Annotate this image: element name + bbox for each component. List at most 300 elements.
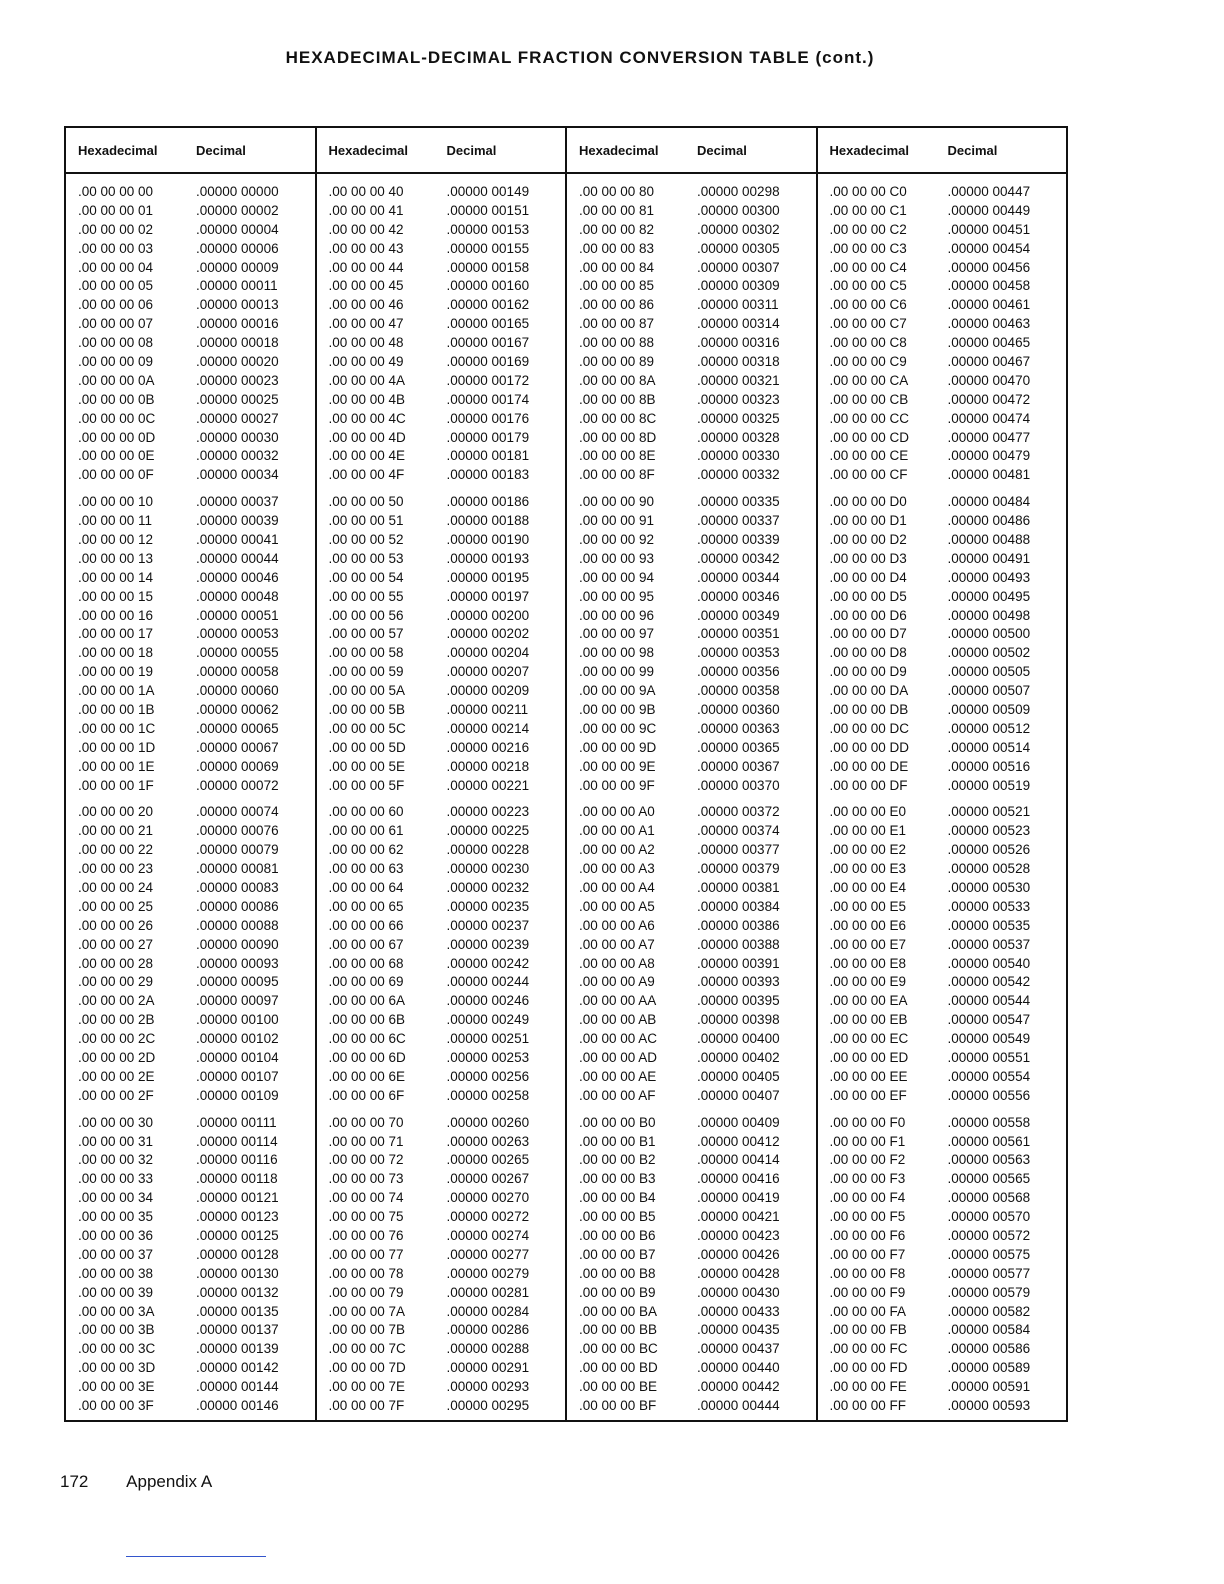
table-row <box>567 776 816 795</box>
hex-value: .00 00 00 5B <box>328 701 406 717</box>
decimal-value: .00000 00009 <box>196 259 279 275</box>
decimal-value: .00000 00006 <box>196 240 279 256</box>
decimal-value: .00000 00591 <box>947 1379 1031 1395</box>
table-row <box>818 568 1067 587</box>
decimal-value: .00000 00225 <box>446 823 530 839</box>
table-row <box>567 446 816 465</box>
hex-value: .00 00 00 E3 <box>829 861 907 877</box>
table-row <box>567 465 816 484</box>
decimal-value: .00000 00500 <box>947 626 1031 642</box>
decimal-value: .00000 00330 <box>697 448 780 464</box>
decimal-value: .00000 00412 <box>697 1133 780 1149</box>
hex-value: .00 00 00 EC <box>829 1031 909 1047</box>
hex-value: .00 00 00 B8 <box>579 1265 656 1281</box>
decimal-value: .00000 00291 <box>446 1360 530 1376</box>
footer-label: Appendix A <box>126 1472 213 1491</box>
hex-value: .00 00 00 80 <box>579 183 655 199</box>
decimal-value: .00000 00384 <box>697 898 780 914</box>
decimal-value: .00000 00577 <box>947 1265 1031 1281</box>
hex-value: .00 00 00 D5 <box>829 588 907 604</box>
hex-value: .00 00 00 7B <box>328 1322 406 1338</box>
table-row <box>818 1245 1067 1264</box>
decimal-value: .00000 00593 <box>947 1398 1031 1414</box>
decimal-value: .00000 00358 <box>697 683 780 699</box>
hex-value: .00 00 00 BD <box>579 1360 658 1376</box>
table-row <box>66 1132 315 1151</box>
decimal-value: .00000 00097 <box>196 993 279 1009</box>
decimal-value: .00000 00281 <box>446 1284 530 1300</box>
table-row <box>66 935 315 954</box>
decimal-value: .00000 00507 <box>947 683 1031 699</box>
decimal-value: .00000 00202 <box>446 626 530 642</box>
decimal-value: .00000 00146 <box>196 1398 279 1414</box>
decimal-value: .00000 00265 <box>446 1152 530 1168</box>
hex-value: .00 00 00 3E <box>78 1379 155 1395</box>
table-row <box>66 549 315 568</box>
decimal-value: .00000 00288 <box>446 1341 530 1357</box>
decimal-value: .00000 00484 <box>947 494 1031 510</box>
table-row <box>567 258 816 277</box>
decimal-value: .00000 00083 <box>196 880 279 895</box>
table-row <box>818 465 1067 484</box>
hex-value: .00 00 00 1A <box>78 683 155 699</box>
table-row <box>317 1048 566 1067</box>
hex-value: .00 00 00 D9 <box>829 664 907 680</box>
decimal-value: .00000 00174 <box>446 391 530 407</box>
hex-value: .00 00 00 2D <box>78 1050 156 1066</box>
table-row <box>818 1358 1067 1377</box>
decimal-value: .00000 00535 <box>947 917 1031 933</box>
column-header <box>66 128 315 174</box>
hex-value: .00 00 00 7F <box>328 1398 405 1414</box>
table-row <box>317 859 566 878</box>
decimal-value: .00000 00090 <box>196 936 279 952</box>
decimal-value: .00000 00144 <box>196 1379 279 1395</box>
decimal-value: .00000 00458 <box>947 278 1031 294</box>
decimal-value: .00000 00442 <box>697 1379 780 1395</box>
decimal-value: .00000 00398 <box>697 1012 780 1028</box>
hex-value: .00 00 00 8B <box>579 391 656 407</box>
decimal-value: .00000 00584 <box>947 1322 1031 1338</box>
table-row <box>66 1377 315 1396</box>
decimal-value: .00000 00302 <box>697 221 780 237</box>
decimal-value: .00000 00186 <box>446 494 530 510</box>
hex-value: .00 00 00 64 <box>328 880 404 895</box>
table-row <box>818 1067 1067 1086</box>
decimal-value: .00000 00470 <box>947 372 1031 388</box>
table-row <box>66 587 315 606</box>
decimal-value: .00000 00440 <box>697 1360 780 1376</box>
decimal-value: .00000 00160 <box>446 278 530 294</box>
decimal-value: .00000 00521 <box>947 804 1031 820</box>
table-row <box>66 258 315 277</box>
table-row <box>317 1358 566 1377</box>
hex-value: .00 00 00 76 <box>328 1228 404 1244</box>
decimal-value: .00000 00076 <box>196 823 279 839</box>
table-row <box>317 1086 566 1105</box>
decimal-value: .00000 00246 <box>446 993 530 1009</box>
decimal-value: .00000 00444 <box>697 1398 780 1414</box>
decimal-value: .00000 00016 <box>196 316 279 332</box>
hex-value: .00 00 00 11 <box>78 513 153 529</box>
header-decimal: Decimal <box>697 142 747 158</box>
table-row <box>818 1010 1067 1029</box>
row-group <box>317 1113 566 1415</box>
table-row <box>317 1188 566 1207</box>
decimal-value: .00000 00256 <box>446 1068 530 1084</box>
table-row <box>317 1113 566 1132</box>
hex-value: .00 00 00 51 <box>328 513 404 529</box>
hex-value: .00 00 00 6F <box>328 1087 405 1103</box>
table-row <box>567 991 816 1010</box>
row-group <box>317 182 566 484</box>
decimal-value: .00000 00300 <box>697 202 780 218</box>
decimal-value: .00000 00451 <box>947 221 1031 237</box>
hex-value: .00 00 00 7C <box>328 1341 406 1357</box>
decimal-value: .00000 00162 <box>446 297 530 313</box>
decimal-value: .00000 00149 <box>446 183 530 199</box>
hex-value: .00 00 00 E0 <box>829 804 907 820</box>
table-row <box>66 662 315 681</box>
table-row <box>317 643 566 662</box>
decimal-value: .00000 00284 <box>446 1303 530 1319</box>
table-row <box>66 878 315 897</box>
table-row <box>567 643 816 662</box>
decimal-value: .00000 00125 <box>196 1228 279 1244</box>
table-row <box>66 1339 315 1358</box>
table-row <box>66 897 315 916</box>
hex-value: .00 00 00 84 <box>579 259 655 275</box>
decimal-value: .00000 00461 <box>947 297 1031 313</box>
decimal-value: .00000 00547 <box>947 1012 1031 1028</box>
hex-value: .00 00 00 41 <box>328 202 404 218</box>
hex-value: .00 00 00 6E <box>328 1068 406 1084</box>
hex-value: .00 00 00 34 <box>78 1190 154 1206</box>
table-row <box>818 1264 1067 1283</box>
table-row <box>818 492 1067 511</box>
decimal-value: .00000 00060 <box>196 683 279 699</box>
table-row <box>66 371 315 390</box>
decimal-value: .00000 00502 <box>947 645 1031 661</box>
decimal-value: .00000 00046 <box>196 569 279 585</box>
table-row <box>818 239 1067 258</box>
decimal-value: .00000 00235 <box>446 898 530 914</box>
decimal-value: .00000 00465 <box>947 335 1031 351</box>
table-row <box>818 587 1067 606</box>
hex-value: .00 00 00 0D <box>78 429 156 445</box>
table-row <box>317 1029 566 1048</box>
hex-value: .00 00 00 47 <box>328 316 404 332</box>
hex-value: .00 00 00 24 <box>78 880 154 895</box>
hex-value: .00 00 00 C0 <box>829 183 907 199</box>
decimal-value: .00000 00528 <box>947 861 1031 877</box>
table-row <box>567 239 816 258</box>
table-row <box>317 465 566 484</box>
table-row <box>66 719 315 738</box>
table-row <box>317 973 566 992</box>
table-row <box>818 446 1067 465</box>
table-row <box>317 1010 566 1029</box>
table-row <box>818 201 1067 220</box>
table-row <box>317 239 566 258</box>
hex-value: .00 00 00 9C <box>579 720 657 736</box>
table-row <box>317 878 566 897</box>
decimal-value: .00000 00279 <box>446 1265 530 1281</box>
hex-value: .00 00 00 4C <box>328 410 406 426</box>
hex-value: .00 00 00 19 <box>78 664 154 680</box>
table-row <box>818 935 1067 954</box>
hex-value: .00 00 00 F6 <box>829 1228 906 1244</box>
hex-value: .00 00 00 03 <box>78 240 154 256</box>
decimal-value: .00000 00509 <box>947 701 1031 717</box>
decimal-value: .00000 00558 <box>947 1114 1031 1130</box>
hex-value: .00 00 00 C5 <box>829 278 907 294</box>
hex-value: .00 00 00 D4 <box>829 569 907 585</box>
header-hexadecimal: Hexadecimal <box>328 142 408 158</box>
table-row <box>818 643 1067 662</box>
decimal-value: .00000 00181 <box>446 448 530 464</box>
decimal-value: .00000 00582 <box>947 1303 1031 1319</box>
hex-value: .00 00 00 91 <box>579 513 655 529</box>
hex-value: .00 00 00 DC <box>829 720 910 736</box>
hex-value: .00 00 00 DA <box>829 683 909 699</box>
table-row <box>567 859 816 878</box>
hex-value: .00 00 00 DB <box>829 701 909 717</box>
hex-value: .00 00 00 F3 <box>829 1171 906 1187</box>
hex-value: .00 00 00 36 <box>78 1228 154 1244</box>
table-row <box>66 446 315 465</box>
decimal-value: .00000 00363 <box>697 720 780 736</box>
table-row <box>567 276 816 295</box>
decimal-value: .00000 00537 <box>947 936 1031 952</box>
decimal-value: .00000 00065 <box>196 720 279 736</box>
decimal-value: .00000 00433 <box>697 1303 780 1319</box>
decimal-value: .00000 00512 <box>947 720 1031 736</box>
hex-value: .00 00 00 8C <box>579 410 657 426</box>
table-row <box>818 624 1067 643</box>
table-row <box>818 606 1067 625</box>
decimal-value: .00000 00167 <box>446 335 530 351</box>
table-row <box>317 1321 566 1340</box>
decimal-value: .00000 00374 <box>697 823 780 839</box>
hex-value: .00 00 00 B1 <box>579 1133 656 1149</box>
table-row <box>317 182 566 201</box>
hex-value: .00 00 00 B4 <box>579 1190 656 1206</box>
decimal-value: .00000 00272 <box>446 1209 530 1225</box>
decimal-value: .00000 00218 <box>446 758 530 774</box>
table-row <box>567 1151 816 1170</box>
decimal-value: .00000 00391 <box>697 955 780 971</box>
hex-value: .00 00 00 60 <box>328 804 404 820</box>
hex-value: .00 00 00 E4 <box>829 880 907 895</box>
decimal-value: .00000 00109 <box>196 1087 279 1103</box>
decimal-value: .00000 00151 <box>446 202 530 218</box>
hex-value: .00 00 00 C4 <box>829 259 907 275</box>
table-row <box>818 1151 1067 1170</box>
hex-value: .00 00 00 C3 <box>829 240 907 256</box>
table-row <box>317 201 566 220</box>
hex-value: .00 00 00 AF <box>579 1087 656 1103</box>
row-group <box>66 1113 315 1415</box>
decimal-value: .00000 00242 <box>446 955 530 971</box>
decimal-value: .00000 00270 <box>446 1190 530 1206</box>
hex-value: .00 00 00 9E <box>579 758 656 774</box>
table-row <box>567 1169 816 1188</box>
table-row <box>818 1396 1067 1415</box>
hex-value: .00 00 00 6B <box>328 1012 406 1028</box>
decimal-value: .00000 00158 <box>446 259 530 275</box>
hex-value: .00 00 00 59 <box>328 664 404 680</box>
hex-value: .00 00 00 1C <box>78 720 156 736</box>
table-row <box>66 568 315 587</box>
divider <box>126 1556 266 1557</box>
decimal-value: .00000 00093 <box>196 955 279 971</box>
hex-value: .00 00 00 82 <box>579 221 655 237</box>
table-row <box>818 954 1067 973</box>
hex-value: .00 00 00 F0 <box>829 1114 906 1130</box>
hex-value: .00 00 00 69 <box>328 974 404 990</box>
hex-value: .00 00 00 B0 <box>579 1114 656 1130</box>
decimal-value: .00000 00088 <box>196 917 279 933</box>
hex-value: .00 00 00 4F <box>328 467 405 483</box>
decimal-value: .00000 00372 <box>697 804 780 820</box>
table-row <box>317 1339 566 1358</box>
row-group <box>66 803 315 1105</box>
table-row <box>567 549 816 568</box>
decimal-value: .00000 00479 <box>947 448 1031 464</box>
hex-value: .00 00 00 F2 <box>829 1152 906 1168</box>
table-row <box>66 757 315 776</box>
decimal-value: .00000 00155 <box>446 240 530 256</box>
hex-value: .00 00 00 09 <box>78 353 154 369</box>
row-group <box>66 182 315 484</box>
table-row <box>66 511 315 530</box>
hex-value: .00 00 00 0C <box>78 410 156 426</box>
hex-value: .00 00 00 CC <box>829 410 910 426</box>
hex-value: .00 00 00 C6 <box>829 297 907 313</box>
table-row <box>818 700 1067 719</box>
table-row <box>567 492 816 511</box>
table-row <box>66 492 315 511</box>
hex-value: .00 00 00 70 <box>328 1114 404 1130</box>
hex-value: .00 00 00 B2 <box>579 1152 656 1168</box>
hex-value: .00 00 00 9A <box>579 683 656 699</box>
hex-value: .00 00 00 52 <box>328 531 404 547</box>
decimal-value: .00000 00540 <box>947 955 1031 971</box>
hex-value: .00 00 00 15 <box>78 588 154 604</box>
decimal-value: .00000 00402 <box>697 1050 780 1066</box>
hex-value: .00 00 00 C7 <box>829 316 907 332</box>
table-row <box>66 606 315 625</box>
decimal-value: .00000 00456 <box>947 259 1031 275</box>
table-row <box>818 1113 1067 1132</box>
table-row <box>317 258 566 277</box>
decimal-value: .00000 00526 <box>947 842 1031 858</box>
hex-value: .00 00 00 8E <box>579 448 656 464</box>
decimal-value: .00000 00179 <box>446 429 530 445</box>
table-row <box>317 428 566 447</box>
decimal-value: .00000 00027 <box>196 410 279 426</box>
table-row <box>567 719 816 738</box>
hex-value: .00 00 00 D8 <box>829 645 907 661</box>
table-row <box>317 1264 566 1283</box>
hex-value: .00 00 00 40 <box>328 183 404 199</box>
hex-value: .00 00 00 99 <box>579 664 655 680</box>
table-row <box>66 1358 315 1377</box>
table-row <box>66 859 315 878</box>
hex-value: .00 00 00 93 <box>579 550 655 566</box>
hex-value: .00 00 00 23 <box>78 861 154 877</box>
hex-value: .00 00 00 E8 <box>829 955 907 971</box>
table-row <box>317 719 566 738</box>
table-row <box>567 1010 816 1029</box>
hex-value: .00 00 00 87 <box>579 316 655 332</box>
hex-value: .00 00 00 AA <box>579 993 657 1009</box>
table-row <box>66 1283 315 1302</box>
hex-value: .00 00 00 7D <box>328 1360 406 1376</box>
decimal-value: .00000 00013 <box>196 297 279 313</box>
hex-value: .00 00 00 E5 <box>829 898 907 914</box>
decimal-value: .00000 00239 <box>446 936 530 952</box>
table-row <box>317 803 566 822</box>
hex-value: .00 00 00 95 <box>579 588 655 604</box>
decimal-value: .00000 00570 <box>947 1209 1031 1225</box>
header-decimal: Decimal <box>947 142 998 158</box>
hex-value: .00 00 00 C2 <box>829 221 907 237</box>
decimal-value: .00000 00370 <box>697 777 780 793</box>
hex-value: .00 00 00 D3 <box>829 550 907 566</box>
decimal-value: .00000 00377 <box>697 842 780 858</box>
table-row <box>66 624 315 643</box>
decimal-value: .00000 00519 <box>947 777 1031 793</box>
decimal-value: .00000 00414 <box>697 1152 780 1168</box>
table-row <box>818 428 1067 447</box>
table-row <box>317 220 566 239</box>
hex-value: .00 00 00 75 <box>328 1209 404 1225</box>
table-row <box>66 1169 315 1188</box>
decimal-value: .00000 00356 <box>697 664 780 680</box>
hex-value: .00 00 00 CD <box>829 429 910 445</box>
hex-value: .00 00 00 85 <box>579 278 655 294</box>
decimal-value: .00000 00367 <box>697 758 780 774</box>
decimal-value: .00000 00523 <box>947 823 1031 839</box>
table-row <box>66 700 315 719</box>
decimal-value: .00000 00318 <box>697 353 780 369</box>
decimal-value: .00000 00176 <box>446 410 530 426</box>
hex-value: .00 00 00 0E <box>78 448 155 464</box>
decimal-value: .00000 00575 <box>947 1246 1031 1262</box>
hex-value: .00 00 00 96 <box>579 607 655 623</box>
hex-value: .00 00 00 50 <box>328 494 404 510</box>
table-row <box>818 757 1067 776</box>
table-row <box>567 1048 816 1067</box>
table-row <box>317 1226 566 1245</box>
hex-value: .00 00 00 2E <box>78 1068 155 1084</box>
hex-value: .00 00 00 FD <box>829 1360 908 1376</box>
hex-value: .00 00 00 A7 <box>579 936 655 952</box>
hex-value: .00 00 00 71 <box>328 1133 404 1149</box>
hex-value: .00 00 00 A4 <box>579 880 655 895</box>
row-group <box>818 803 1067 1105</box>
decimal-value: .00000 00409 <box>697 1114 780 1130</box>
hex-value: .00 00 00 06 <box>78 297 154 313</box>
table-row <box>567 201 816 220</box>
table-row <box>66 643 315 662</box>
decimal-value: .00000 00335 <box>697 494 780 510</box>
hex-value: .00 00 00 18 <box>78 645 154 661</box>
decimal-value: .00000 00305 <box>697 240 780 256</box>
hex-value: .00 00 00 E9 <box>829 974 907 990</box>
